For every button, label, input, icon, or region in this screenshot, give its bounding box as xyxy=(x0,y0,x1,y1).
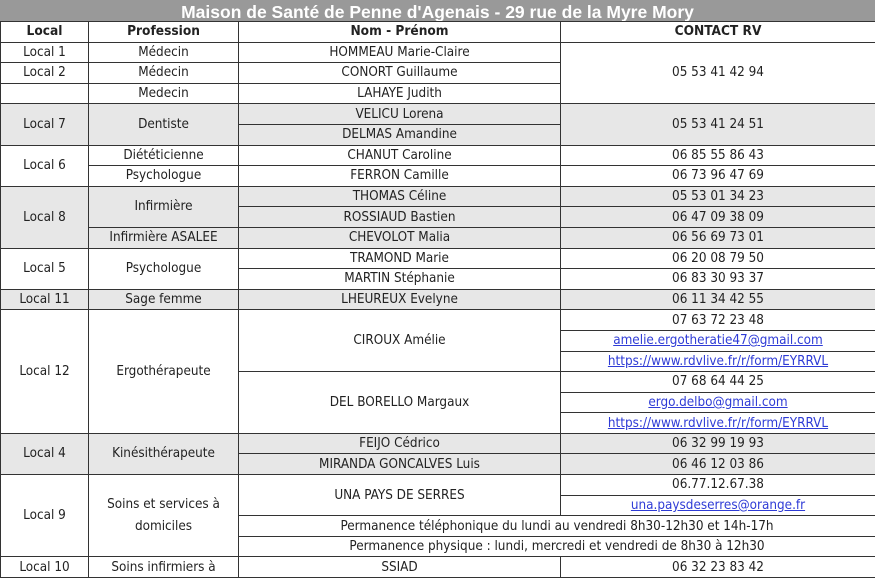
table-row xyxy=(1,42,875,63)
email-link[interactable]: amelie.ergotheratie47@gmail.com xyxy=(613,333,823,348)
name-cell: HOMMEAU Marie-Claire xyxy=(239,42,561,63)
contact-cell: 05 53 01 34 23 xyxy=(561,186,875,207)
table-row xyxy=(1,248,875,269)
profession-cell: Médecin xyxy=(89,42,239,63)
local-cell xyxy=(1,83,89,104)
local-cell: Local 1 xyxy=(1,42,89,63)
table-row xyxy=(1,104,875,125)
contact-cell: 05 53 41 24 51 xyxy=(561,104,875,145)
name-cell: LAHAYE Judith xyxy=(239,83,561,104)
name-cell: ROSSIAUD Bastien xyxy=(239,207,561,228)
table-row xyxy=(1,166,875,187)
email-cell xyxy=(561,392,875,413)
profession-cell: Ergothérapeute xyxy=(89,310,239,434)
name-cell: TRAMOND Marie xyxy=(239,248,561,269)
email-cell xyxy=(561,495,875,516)
phone-cell: 06.77.12.67.38 xyxy=(561,475,875,496)
profession-cell: Diététicienne xyxy=(89,145,239,166)
local-cell: Local 6 xyxy=(1,145,89,186)
directory-table xyxy=(0,21,875,578)
name-cell: FEIJO Cédrico xyxy=(239,433,561,454)
booking-cell xyxy=(561,413,875,434)
profession-cell: Soins et services à domiciles xyxy=(89,475,239,557)
header-profession: Profession xyxy=(89,22,239,43)
name-cell: VELICU Lorena xyxy=(239,104,561,125)
name-cell: UNA PAYS DE SERRES xyxy=(239,475,561,516)
email-link[interactable]: una.paysdeserres@orange.fr xyxy=(631,498,805,513)
local-cell: Local 11 xyxy=(1,289,89,310)
contact-cell: 06 32 99 19 93 xyxy=(561,433,875,454)
email-cell xyxy=(561,330,875,351)
local-cell: Local 4 xyxy=(1,433,89,474)
profession-cell: Soins infirmiers à xyxy=(89,557,239,578)
table-row xyxy=(1,289,875,310)
profession-cell: Medecin xyxy=(89,83,239,104)
name-cell: FERRON Camille xyxy=(239,166,561,187)
profession-cell: Psychologue xyxy=(89,166,239,187)
name-cell: CONORT Guillaume xyxy=(239,63,561,84)
local-cell: Local 8 xyxy=(1,186,89,248)
table-row xyxy=(1,475,875,496)
local-cell: Local 12 xyxy=(1,310,89,434)
name-cell: THOMAS Céline xyxy=(239,186,561,207)
table-header-row xyxy=(1,22,875,43)
contact-cell: 06 85 55 86 43 xyxy=(561,145,875,166)
header-name: Nom - Prénom xyxy=(239,22,561,43)
office-hours-note: Permanence physique : lundi, mercredi et vendredi de 8h30 à 12h30 xyxy=(239,536,875,557)
header-contact: CONTACT RV xyxy=(561,22,875,43)
profession-cell: Psychologue xyxy=(89,248,239,289)
contact-cell: 06 11 34 42 55 xyxy=(561,289,875,310)
name-cell: LHEUREUX Evelyne xyxy=(239,289,561,310)
local-cell: Local 10 xyxy=(1,557,89,578)
contact-cell: 06 47 09 38 09 xyxy=(561,207,875,228)
table-row xyxy=(1,557,875,578)
name-cell: CIROUX Amélie xyxy=(239,310,561,372)
local-cell: Local 5 xyxy=(1,248,89,289)
contact-cell: 06 20 08 79 50 xyxy=(561,248,875,269)
header-local: Local xyxy=(1,22,89,43)
profession-cell: Médecin xyxy=(89,63,239,84)
page-title: Maison de Santé de Penne d'Agenais - 29 rue de la Myre Mory xyxy=(0,0,875,21)
local-cell: Local 2 xyxy=(1,63,89,84)
name-cell: SSIAD xyxy=(239,557,561,578)
table-row xyxy=(1,145,875,166)
contact-cell: 06 83 30 93 37 xyxy=(561,269,875,290)
contact-cell: 06 46 12 03 86 xyxy=(561,454,875,475)
booking-link[interactable]: https://www.rdvlive.fr/r/form/EYRRVL xyxy=(608,416,828,431)
local-cell: Local 9 xyxy=(1,475,89,557)
name-cell: DEL BORELLO Margaux xyxy=(239,372,561,434)
phone-cell: 07 63 72 23 48 xyxy=(561,310,875,331)
booking-link[interactable]: https://www.rdvlive.fr/r/form/EYRRVL xyxy=(608,354,828,369)
name-cell: CHEVOLOT Malia xyxy=(239,227,561,248)
profession-cell: Dentiste xyxy=(89,104,239,145)
contact-cell: 05 53 41 42 94 xyxy=(561,42,875,104)
contact-cell: 06 73 96 47 69 xyxy=(561,166,875,187)
name-cell: MIRANDA GONCALVES Luis xyxy=(239,454,561,475)
phone-hours-note: Permanence téléphonique du lundi au vendredi 8h30-12h30 et 14h-17h xyxy=(239,516,875,537)
name-cell: MARTIN Stéphanie xyxy=(239,269,561,290)
table-row xyxy=(1,310,875,331)
email-link[interactable]: ergo.delbo@gmail.com xyxy=(648,395,787,410)
profession-cell: Infirmière xyxy=(89,186,239,227)
contact-cell: 06 56 69 73 01 xyxy=(561,227,875,248)
table-row xyxy=(1,433,875,454)
phone-cell: 07 68 64 44 25 xyxy=(561,372,875,393)
profession-cell: Sage femme xyxy=(89,289,239,310)
table-row xyxy=(1,227,875,248)
booking-cell xyxy=(561,351,875,372)
table-row xyxy=(1,186,875,207)
name-cell: DELMAS Amandine xyxy=(239,124,561,145)
profession-cell: Kinésithérapeute xyxy=(89,433,239,474)
contact-cell: 06 32 23 83 42 xyxy=(561,557,875,578)
name-cell: CHANUT Caroline xyxy=(239,145,561,166)
profession-cell: Infirmière ASALEE xyxy=(89,227,239,248)
local-cell: Local 7 xyxy=(1,104,89,145)
